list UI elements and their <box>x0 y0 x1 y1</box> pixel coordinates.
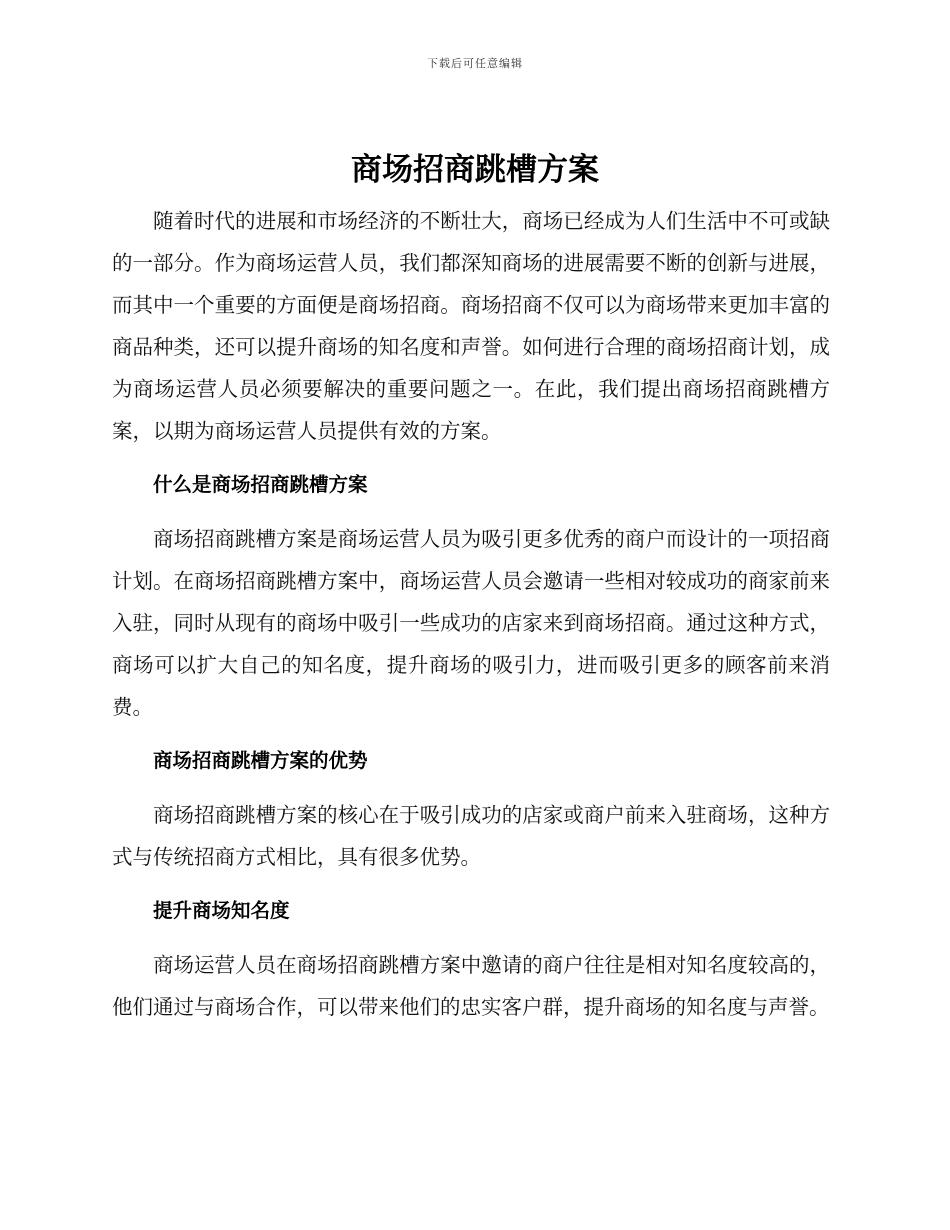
section-heading-fame: 提升商场知名度 <box>152 899 290 922</box>
header-note: 下载后可任意编辑 <box>427 57 523 70</box>
intro-paragraph: 随着时代的进展和市场经济的不断壮大，商场已经成为人们生活中不可或缺的一部分。作为商场运营人员，我们都深知商场的进展需要不断的创新与进展，而其中一个重要的方面便是商场招商。商场招商不仅可以为商场带来更加丰富的商品种类，还可以提升商场的知名度和声誉。如何进行合理的商场招商计划，成为商场运营人员必须要解决的重要问题之一。在此，我们提出商场招商跳槽方案，以期为商场运营人员提供有效的方案。 <box>112 209 830 443</box>
section-heading-advantage: 商场招商跳槽方案的优势 <box>152 749 368 772</box>
what-paragraph: 商场招商跳槽方案是商场运营人员为吸引更多优秀的商户而设计的一项招商计划。在商场招商跳槽方案中，商场运营人员会邀请一些相对较成功的商家前来入驻，同时从现有的商场中吸引一些成功的店家来到商场招商。通过这种方式，商场可以扩大自己的知名度，提升商场的吸引力，进而吸引更多的顾客前来消费。 <box>112 527 830 719</box>
fame-paragraph: 商场运营人员在商场招商跳槽方案中邀请的商户往往是相对知名度较高的，他们通过与商场合作，可以带来他们的忠实客户群，提升商场的知名度与声誉。 <box>112 953 830 1019</box>
advantage-paragraph: 商场招商跳槽方案的核心在于吸引成功的店家或商户前来入驻商场，这种方式与传统招商方式相比，具有很多优势。 <box>112 803 830 869</box>
document-body <box>112 200 830 1028</box>
document-title: 商场招商跳槽方案 <box>351 152 599 188</box>
section-heading-what: 什么是商场招商跳槽方案 <box>152 473 368 496</box>
